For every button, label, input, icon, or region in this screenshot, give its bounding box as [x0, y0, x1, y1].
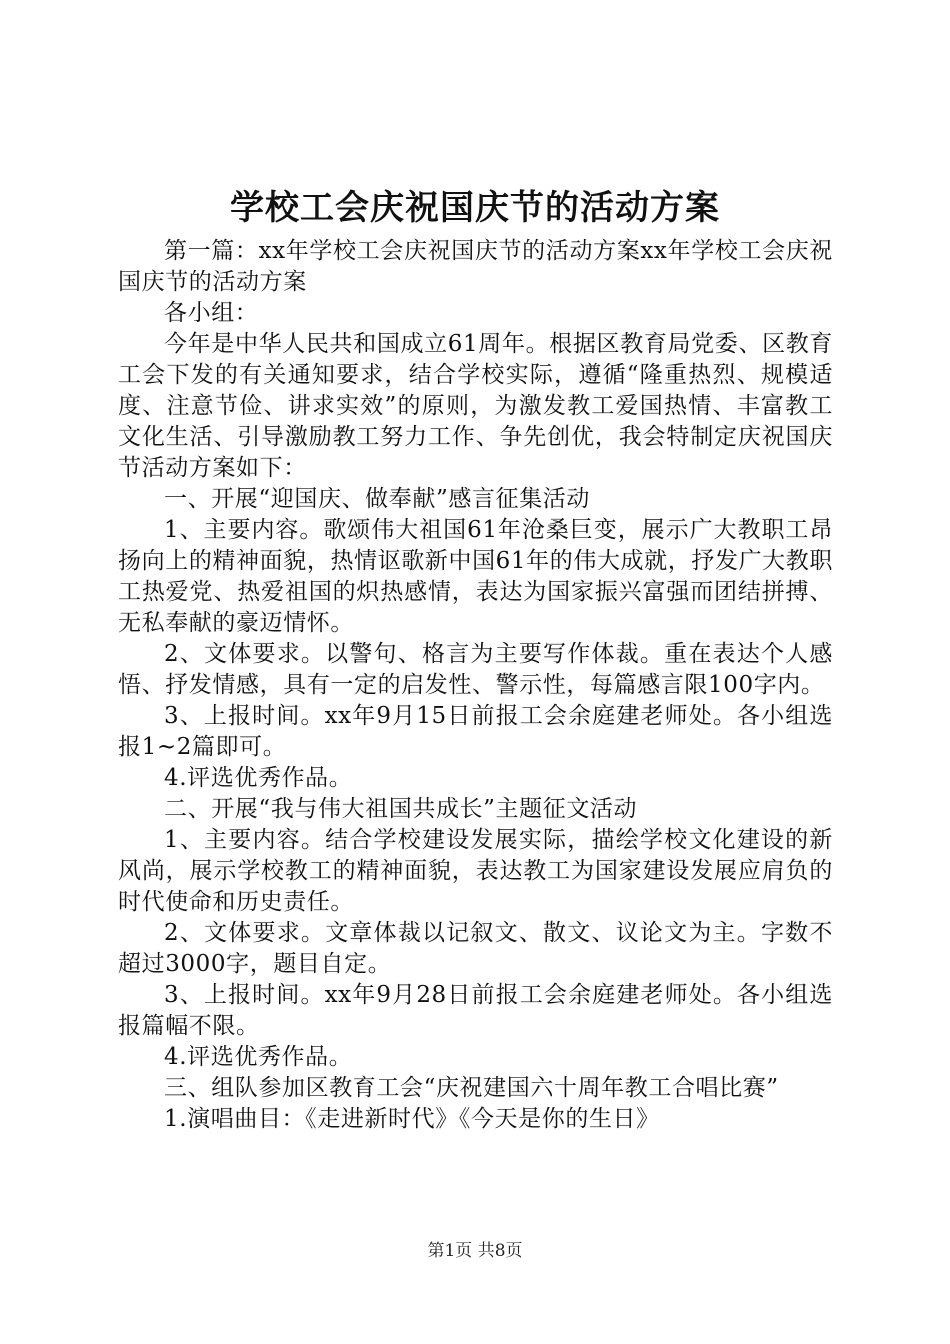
section-heading-3: 三、组队参加区教育工会“庆祝建国六十周年教工合唱比赛” — [164, 1075, 779, 1101]
paragraph-background: 今年是中华人民共和国成立61周年。根据区教育局党委、区教育工会下发的有关通知要求，结合学校实际，遵循“隆重热烈、规模适度、注意节俭、讲求实效”的原则，为激发教工爱国热情、丰富教工文化生活、引导激励教工努力工作、争先创优，我会特制定庆祝国庆节活动方案如下： — [118, 331, 833, 481]
section-heading-1: 一、开展“迎国庆、做奉献”感言征集活动 — [164, 486, 590, 512]
paragraph-1-4: 4.评选优秀作品。 — [164, 765, 353, 791]
page-number-footer: 第1页 共8页 — [427, 1241, 523, 1261]
section-heading-2: 二、开展“我与伟大祖国共成长”主题征文活动 — [164, 796, 638, 822]
paragraph-2-4: 4.评选优秀作品。 — [164, 1044, 353, 1070]
paragraph-1-1: 1、主要内容。歌颂伟大祖国61年沧桑巨变，展示广大教职工昂扬向上的精神面貌，热情讴歌新中国61年的伟大成就，抒发广大教职工热爱党、热爱祖国的炽热感情，表达为国家振兴富强而团结拼搏、无私奉献的豪迈情怀。 — [118, 517, 833, 636]
paragraph-2-1: 1、主要内容。结合学校建设发展实际，描绘学校文化建设的新风尚，展示学校教工的精神面貌，表达教工为国家建设发展应肩负的时代使命和历史责任。 — [118, 827, 833, 915]
paragraph-2-2: 2、文体要求。文章体裁以记叙文、散文、议论文为主。字数不超过3000字，题目自定。 — [118, 920, 833, 977]
paragraph-3-1: 1.演唱曲目：《走进新时代》《今天是你的生日》 — [164, 1106, 660, 1132]
paragraph-1-2: 2、文体要求。以警句、格言为主要写作体裁。重在表达个人感悟、抒发情感，具有一定的启发性、警示性，每篇感言限100字内。 — [118, 641, 833, 698]
document-body — [118, 236, 833, 1135]
paragraph-salutation: 各小组： — [164, 300, 259, 326]
document-title: 学校工会庆祝国庆节的活动方案 — [230, 188, 720, 228]
paragraph-1-3: 3、上报时间。xx年9月15日前报工会余庭建老师处。各小组选报1~2篇即可。 — [118, 703, 833, 760]
paragraph-2-3: 3、上报时间。xx年9月28日前报工会余庭建老师处。各小组选报篇幅不限。 — [118, 982, 833, 1039]
paragraph-intro: 第一篇：xx年学校工会庆祝国庆节的活动方案xx年学校工会庆祝国庆节的活动方案 — [118, 238, 833, 295]
